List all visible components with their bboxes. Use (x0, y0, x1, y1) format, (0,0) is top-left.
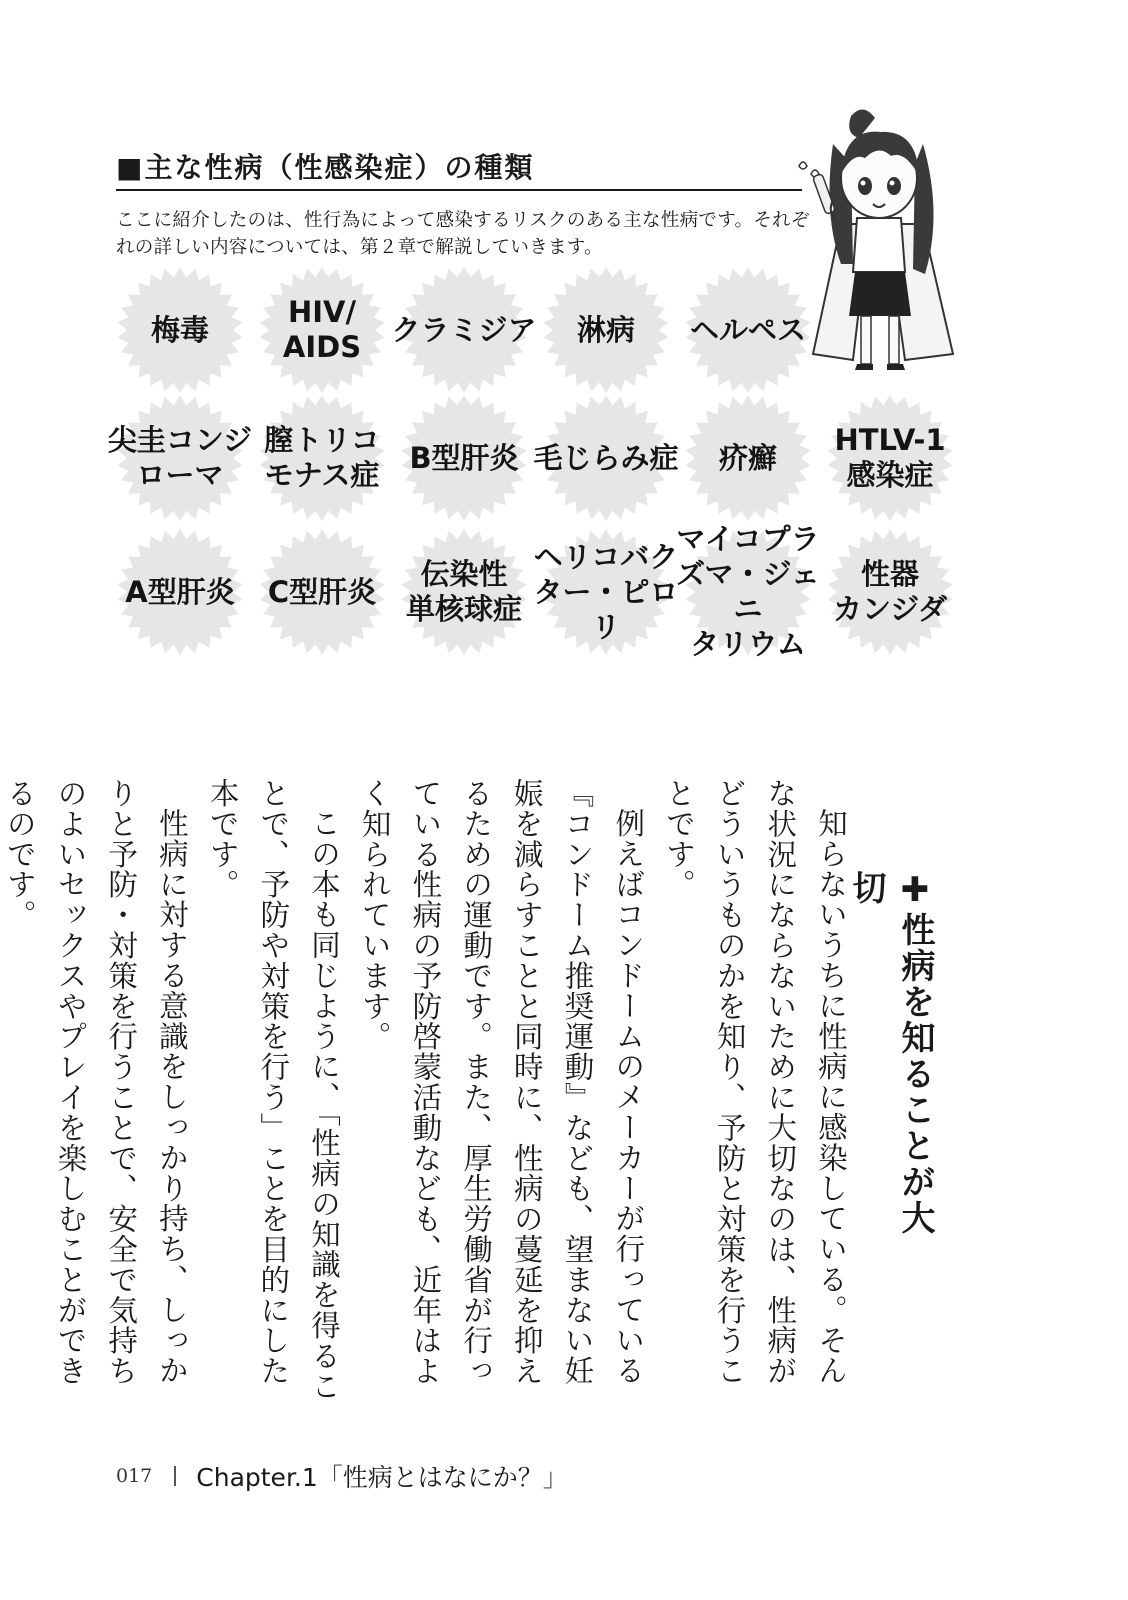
badge-hiv-aids (258, 266, 386, 394)
badge-label: クラミジア (391, 312, 537, 347)
article-paragraph: 性病に対する意識をしっかり持ち、しっかりと予防・対策を行うことで、安全で気持ちのよいセックスやプレイを楽しむことができるのです。 (2, 778, 189, 1386)
badge-label: 淋病 (576, 312, 635, 347)
intro-text: ここに紹介したのは、性行為によって感染するリスクのある主な性病です。それぞれの詳しい内容については、第２章で解説していきます。 (116, 210, 810, 258)
badge-condyloma (107, 394, 253, 522)
badge-pubic-lice (533, 394, 679, 522)
badge-label: 膣トリコ モナス症 (264, 423, 380, 492)
badge-scabies (684, 394, 812, 522)
article-body (2, 778, 856, 1406)
badge-label: A型肝炎 (125, 574, 235, 609)
badge-label: 尖圭コンジ ローマ (107, 423, 253, 492)
badge-hepatitis-b (400, 394, 528, 522)
badge-label: 毛じらみ症 (533, 440, 679, 475)
badge-label: HIV/ AIDS (282, 295, 362, 364)
badge-trichomonas (258, 394, 386, 522)
badge-label: ヘルペス (689, 312, 806, 347)
badge-htlv1 (826, 394, 954, 522)
badge-label: 伝染性 単核球症 (405, 557, 522, 626)
badge-herpes (684, 266, 812, 394)
badge-syphilis (116, 266, 244, 394)
badge-label: マイコプラ ズマ・ジェニ タリウム (676, 522, 820, 661)
footer-divider (174, 1466, 176, 1486)
badge-label: 性器 カンジダ (832, 557, 948, 626)
section-heading: ■主な性病（性感染症）の種類 (116, 151, 535, 184)
badge-gonorrhea (542, 266, 670, 394)
badge-label: B型肝炎 (409, 440, 519, 475)
article-paragraph: 例えばコンドームのメーカーが行っている『コンドーム推奨運動』なども、望まない妊娠を減らすことと同時に、性病の蔓延を抑えるための運動です。また、厚生労働省が行っている性病の予防啓蒙活動なども、近年はよく知られています。 (357, 778, 646, 1386)
badge-label: C型肝炎 (267, 574, 377, 609)
badge-candida (826, 528, 954, 656)
page-number: 017 (116, 1465, 153, 1487)
badge-chlamydia (391, 266, 537, 394)
article-heading: ✚性病を知ることが大切 (846, 870, 935, 1236)
badge-hepatitis-c (258, 528, 386, 656)
badge-label: 疥癬 (718, 440, 777, 475)
article-paragraph: 知らないうちに性病に感染している。そんな状況にならないために大切なのは、性病がどういうものかを知り、予防と対策を行うことです。 (661, 778, 848, 1386)
heading-rule (116, 189, 802, 191)
badge-label: ヘリコバク ター・ピロリ (533, 539, 679, 644)
badge-label: 梅毒 (150, 312, 209, 347)
badge-hepatitis-a (116, 528, 244, 656)
badge-mycoplasma (676, 522, 820, 661)
badge-h-pylori (533, 528, 679, 656)
page-footer (116, 1458, 568, 1494)
chapter-title: Chapter.1「性病とはなにか？」 (196, 1463, 568, 1492)
badge-mononucleosis (400, 528, 528, 656)
badge-label: HTLV-1 感染症 (834, 423, 946, 492)
article-paragraph: この本も同じように、「性病の知識を得ることで、予防や対策を行う」ことを目的にした本です。 (205, 778, 341, 1401)
